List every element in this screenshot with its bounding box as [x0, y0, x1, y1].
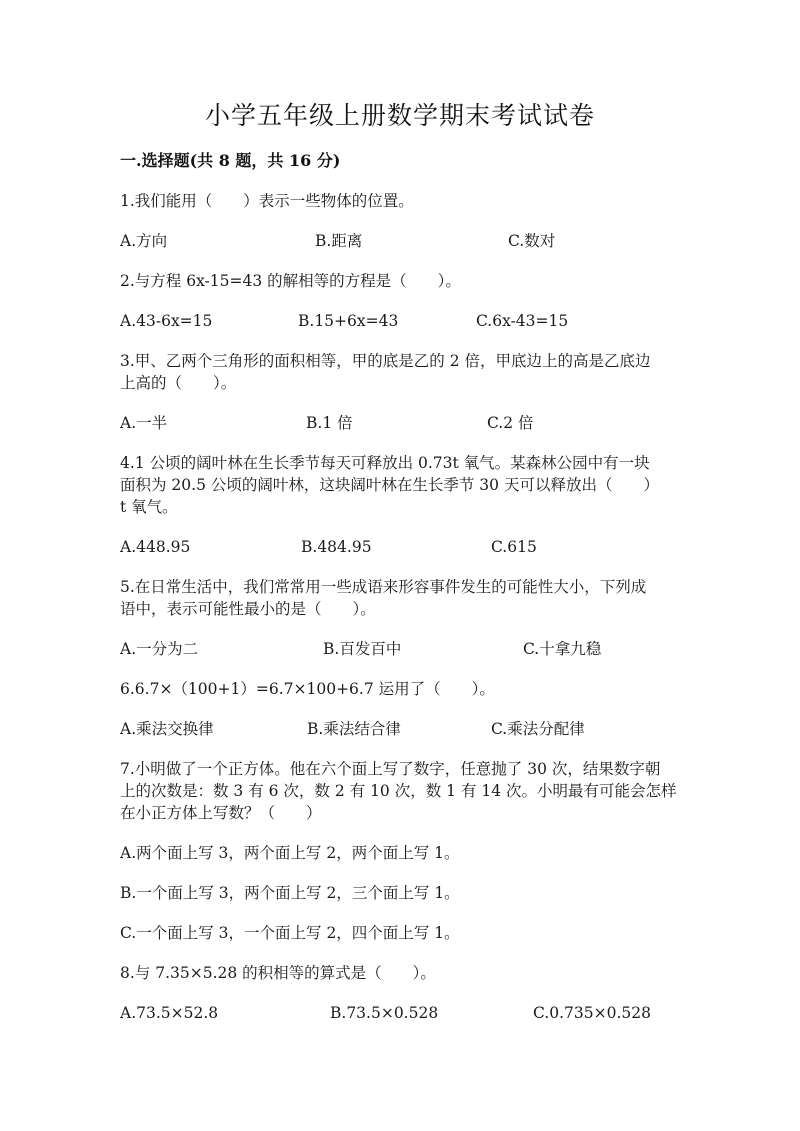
option-b[interactable]: B.一个面上写 3，两个面上写 2，三个面上写 1。 — [120, 884, 460, 902]
question-2-stem: 2.与方程 6x-15=43 的解相等的方程是（ ）。 — [120, 272, 461, 290]
option-a[interactable]: A.73.5×52.8 — [120, 1004, 219, 1022]
question-list — [120, 190, 680, 1042]
question-7-stem-line-2: 上的次数是：数 3 有 6 次，数 2 有 10 次，数 1 有 14 次。小明最有可能会怎样 — [120, 782, 677, 800]
option-c[interactable]: C.6x-43=15 — [476, 312, 569, 330]
option-a[interactable]: A.乘法交换律 — [120, 720, 214, 738]
option-b[interactable]: B.73.5×0.528 — [330, 1004, 439, 1022]
question-6 — [120, 678, 680, 740]
option-c[interactable]: C.十拿九稳 — [523, 640, 602, 658]
question-1-stem: 1.我们能用（ ）表示一些物体的位置。 — [120, 192, 414, 210]
question-3-stem-line-2: 上高的（ ）。 — [120, 374, 237, 392]
option-c[interactable]: C.0.735×0.528 — [533, 1004, 651, 1022]
exam-title: 小学五年级上册数学期末考试试卷 — [204, 101, 595, 130]
option-c[interactable]: C.一个面上写 3，一个面上写 2，四个面上写 1。 — [120, 924, 460, 942]
option-a[interactable]: A.43-6x=15 — [120, 312, 213, 330]
option-a[interactable]: A.方向 — [120, 232, 168, 250]
question-3-stem-line-1: 3.甲、乙两个三角形的面积相等，甲的底是乙的 2 倍，甲底边上的高是乙底边 — [120, 352, 651, 370]
section-heading: 一.选择题(共 8 题，共 16 分) — [120, 151, 341, 170]
question-8-options — [120, 1002, 680, 1024]
question-3-options — [120, 412, 680, 434]
question-5-stem-line-1: 5.在日常生活中，我们常常用一些成语来形容事件发生的可能性大小，下列成 — [120, 578, 647, 596]
question-5-stem-line-2: 语中，表示可能性最小的是（ ）。 — [120, 600, 376, 618]
question-7-stem-line-1: 7.小明做了一个正方体。他在六个面上写了数字，任意抛了 30 次，结果数字朝 — [120, 760, 661, 778]
option-a[interactable]: A.448.95 — [120, 538, 191, 556]
question-7-stem-line-3: 在小正方体上写数？（ ） — [120, 804, 322, 822]
question-1-options — [120, 230, 680, 252]
question-8 — [120, 962, 680, 1024]
question-8-stem: 8.与 7.35×5.28 的积相等的算式是（ ）。 — [120, 964, 436, 982]
question-4-options — [120, 536, 680, 558]
question-4 — [120, 452, 680, 558]
question-2-options — [120, 310, 680, 332]
option-a[interactable]: A.两个面上写 3，两个面上写 2，两个面上写 1。 — [120, 844, 460, 862]
question-5-options — [120, 638, 680, 660]
question-4-stem-line-1: 4.1 公顷的阔叶林在生长季节每天可释放出 0.73t 氧气。某森林公园中有一块 — [120, 454, 650, 472]
option-b[interactable]: B.484.95 — [301, 538, 372, 556]
option-c[interactable]: C.乘法分配律 — [491, 720, 585, 738]
question-7 — [120, 758, 680, 944]
option-c[interactable]: C.615 — [491, 538, 537, 556]
option-b[interactable]: B.15+6x=43 — [298, 312, 399, 330]
question-3 — [120, 350, 680, 434]
question-4-stem-line-3: t 氧气。 — [120, 498, 178, 516]
option-a[interactable]: A.一半 — [120, 414, 168, 432]
option-b[interactable]: B.距离 — [315, 232, 363, 250]
option-b[interactable]: B.乘法结合律 — [307, 720, 401, 738]
question-2 — [120, 270, 680, 332]
question-6-options — [120, 718, 680, 740]
option-c[interactable]: C.2 倍 — [487, 414, 534, 432]
question-4-stem-line-2: 面积为 20.5 公顷的阔叶林，这块阔叶林在生长季节 30 天可以释放出（ ） — [120, 476, 659, 494]
option-a[interactable]: A.一分为二 — [120, 640, 199, 658]
question-5 — [120, 576, 680, 660]
option-b[interactable]: B.百发百中 — [323, 640, 402, 658]
option-b[interactable]: B.1 倍 — [306, 414, 353, 432]
option-c[interactable]: C.数对 — [508, 232, 556, 250]
question-7-options — [120, 842, 680, 944]
question-1 — [120, 190, 680, 252]
question-6-stem: 6.6.7×（100+1）=6.7×100+6.7 运用了（ ）。 — [120, 680, 495, 698]
